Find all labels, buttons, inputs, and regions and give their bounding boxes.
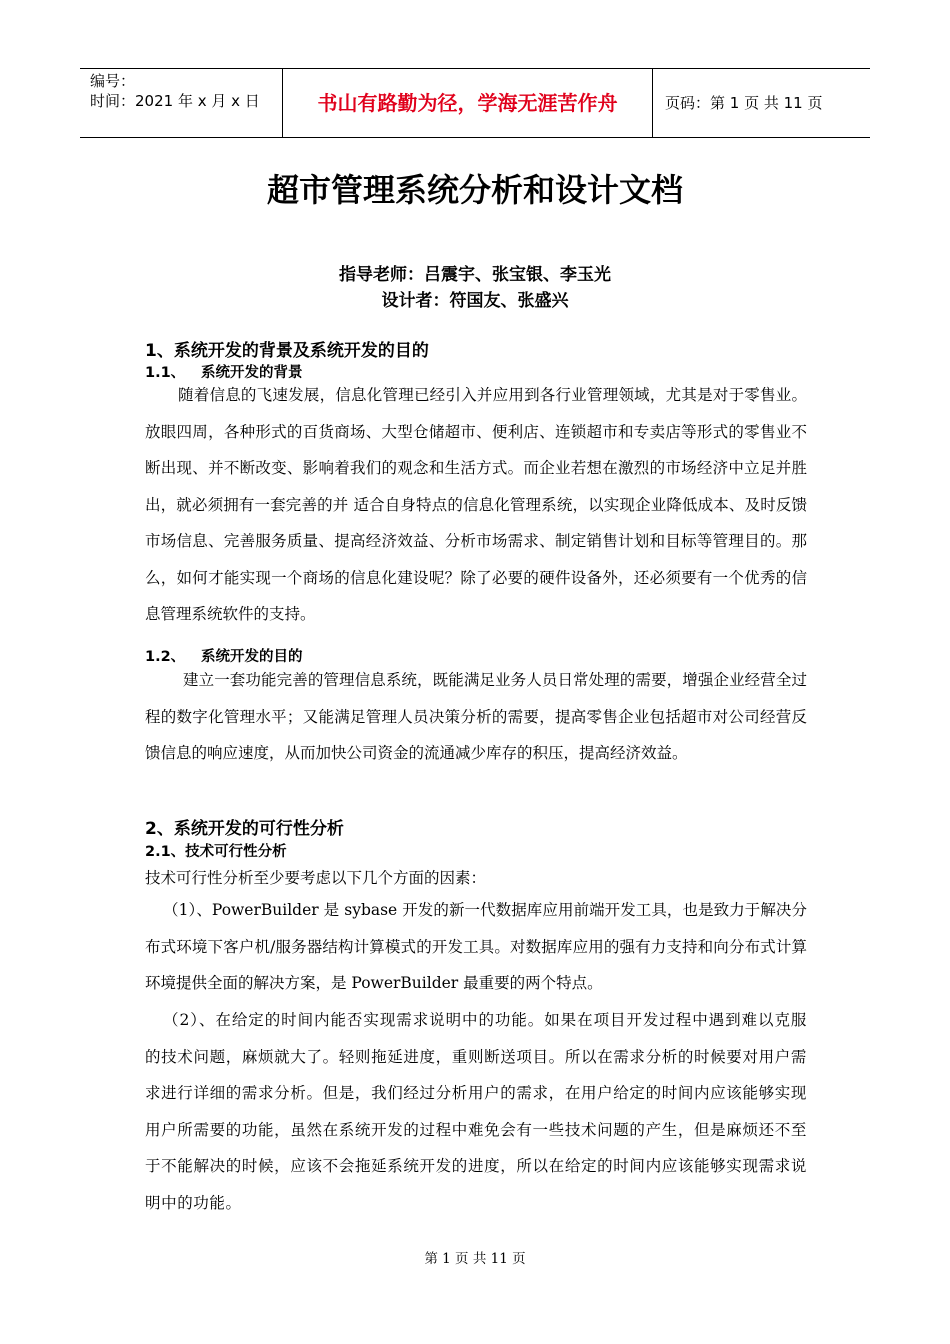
section-1-2-paragraph: 建立一套功能完善的管理信息系统，既能满足业务人员日常处理的需要，增强企业经营全过程的数字化管理水平；又能满足管理人员决策分析的需要，提高零售企业包括超市对公司经营反馈信息的响应速度，从而加快公司资金的流通减少库存的积压，提高经济效益。 — [145, 671, 807, 762]
section-2-1-point-1: （1）、PowerBuilder 是 sybase 开发的新一代数据库应用前端开发工具，也是致力于解决分布式环境下客户机/服务器结构计算模式的开发工具。对数据库应用的强有力支持和向分布式计算环境提供全面的解决方案，是 PowerBuilder 最重要的两个特点。 — [145, 901, 807, 992]
section-2-heading: 2、系统开发的可行性分析 — [145, 819, 344, 839]
time-label: 时间：2021 年 x 月 x 日 — [90, 92, 260, 110]
header-page-info: 页码：第 1 页 共 11 页 — [665, 94, 823, 112]
header-meta — [80, 69, 282, 137]
section-1-2-title: 系统开发的目的 — [201, 649, 303, 665]
document-title: 超市管理系统分析和设计文档 — [266, 171, 683, 209]
section-1-1-paragraph: 随着信息的飞速发展，信息化管理已经引入并应用到各行业管理领域，尤其是对于零售业。放眼四周，各种形式的百货商场、大型仓储超市、便利店、连锁超市和专卖店等形式的零售业不断出现、并不断改变、影响着我们的观念和生活方式。而企业若想在激烈的市场经济中立足并胜出，就必须拥有一套完善的并 适合自身特点的信息化管理系统，以实现企业降低成本、及时反馈市场信息、完善服务质量、提高经济效益、分析市场需求、制定销售计划和目标等管理目的。那么，如何才能实现一个商场的信息化建设呢？除了必要的硬件设备外，还必须要有一个优秀的信息管理系统软件的支持。 — [145, 386, 807, 623]
page-header — [80, 68, 870, 138]
section-2-1-intro: 技术可行性分析至少要考虑以下几个方面的因素： — [145, 869, 487, 887]
page-footer: 第 1 页 共 11 页 — [424, 1251, 526, 1267]
section-1-1-number: 1.1、 — [145, 365, 186, 381]
section-1-1-title: 系统开发的背景 — [201, 365, 303, 381]
section-1-heading: 1、系统开发的背景及系统开发的目的 — [145, 341, 429, 361]
designers-line: 设计者：符国友、张盛兴 — [381, 291, 569, 311]
section-2-1-point-2: （2）、在给定的时间内能否实现需求说明中的功能。如果在项目开发过程中遇到难以克服的技术问题，麻烦就大了。轻则拖延进度，重则断送项目。所以在需求分析的时候要对用户需求进行详细的需求分析。但是，我们经过分析用户的需求，在用户给定的时间内应该能够实现用户所需要的功能，虽然在系统开发的过程中难免会有一些技术问题的产生，但是麻烦还不至于不能解决的时候，应该不会拖延系统开发的进度，所以在给定的时间内应该能够实现需求说明中的功能。 — [145, 1011, 807, 1212]
number-label: 编号： — [90, 72, 136, 90]
section-1-2-number: 1.2、 — [145, 649, 186, 665]
section-2-1-heading: 2.1、技术可行性分析 — [145, 844, 287, 860]
advisors-line: 指导老师：吕震宇、张宝银、李玉光 — [339, 265, 611, 285]
header-motto: 书山有路勤为径，学海无涯苦作舟 — [282, 69, 653, 137]
